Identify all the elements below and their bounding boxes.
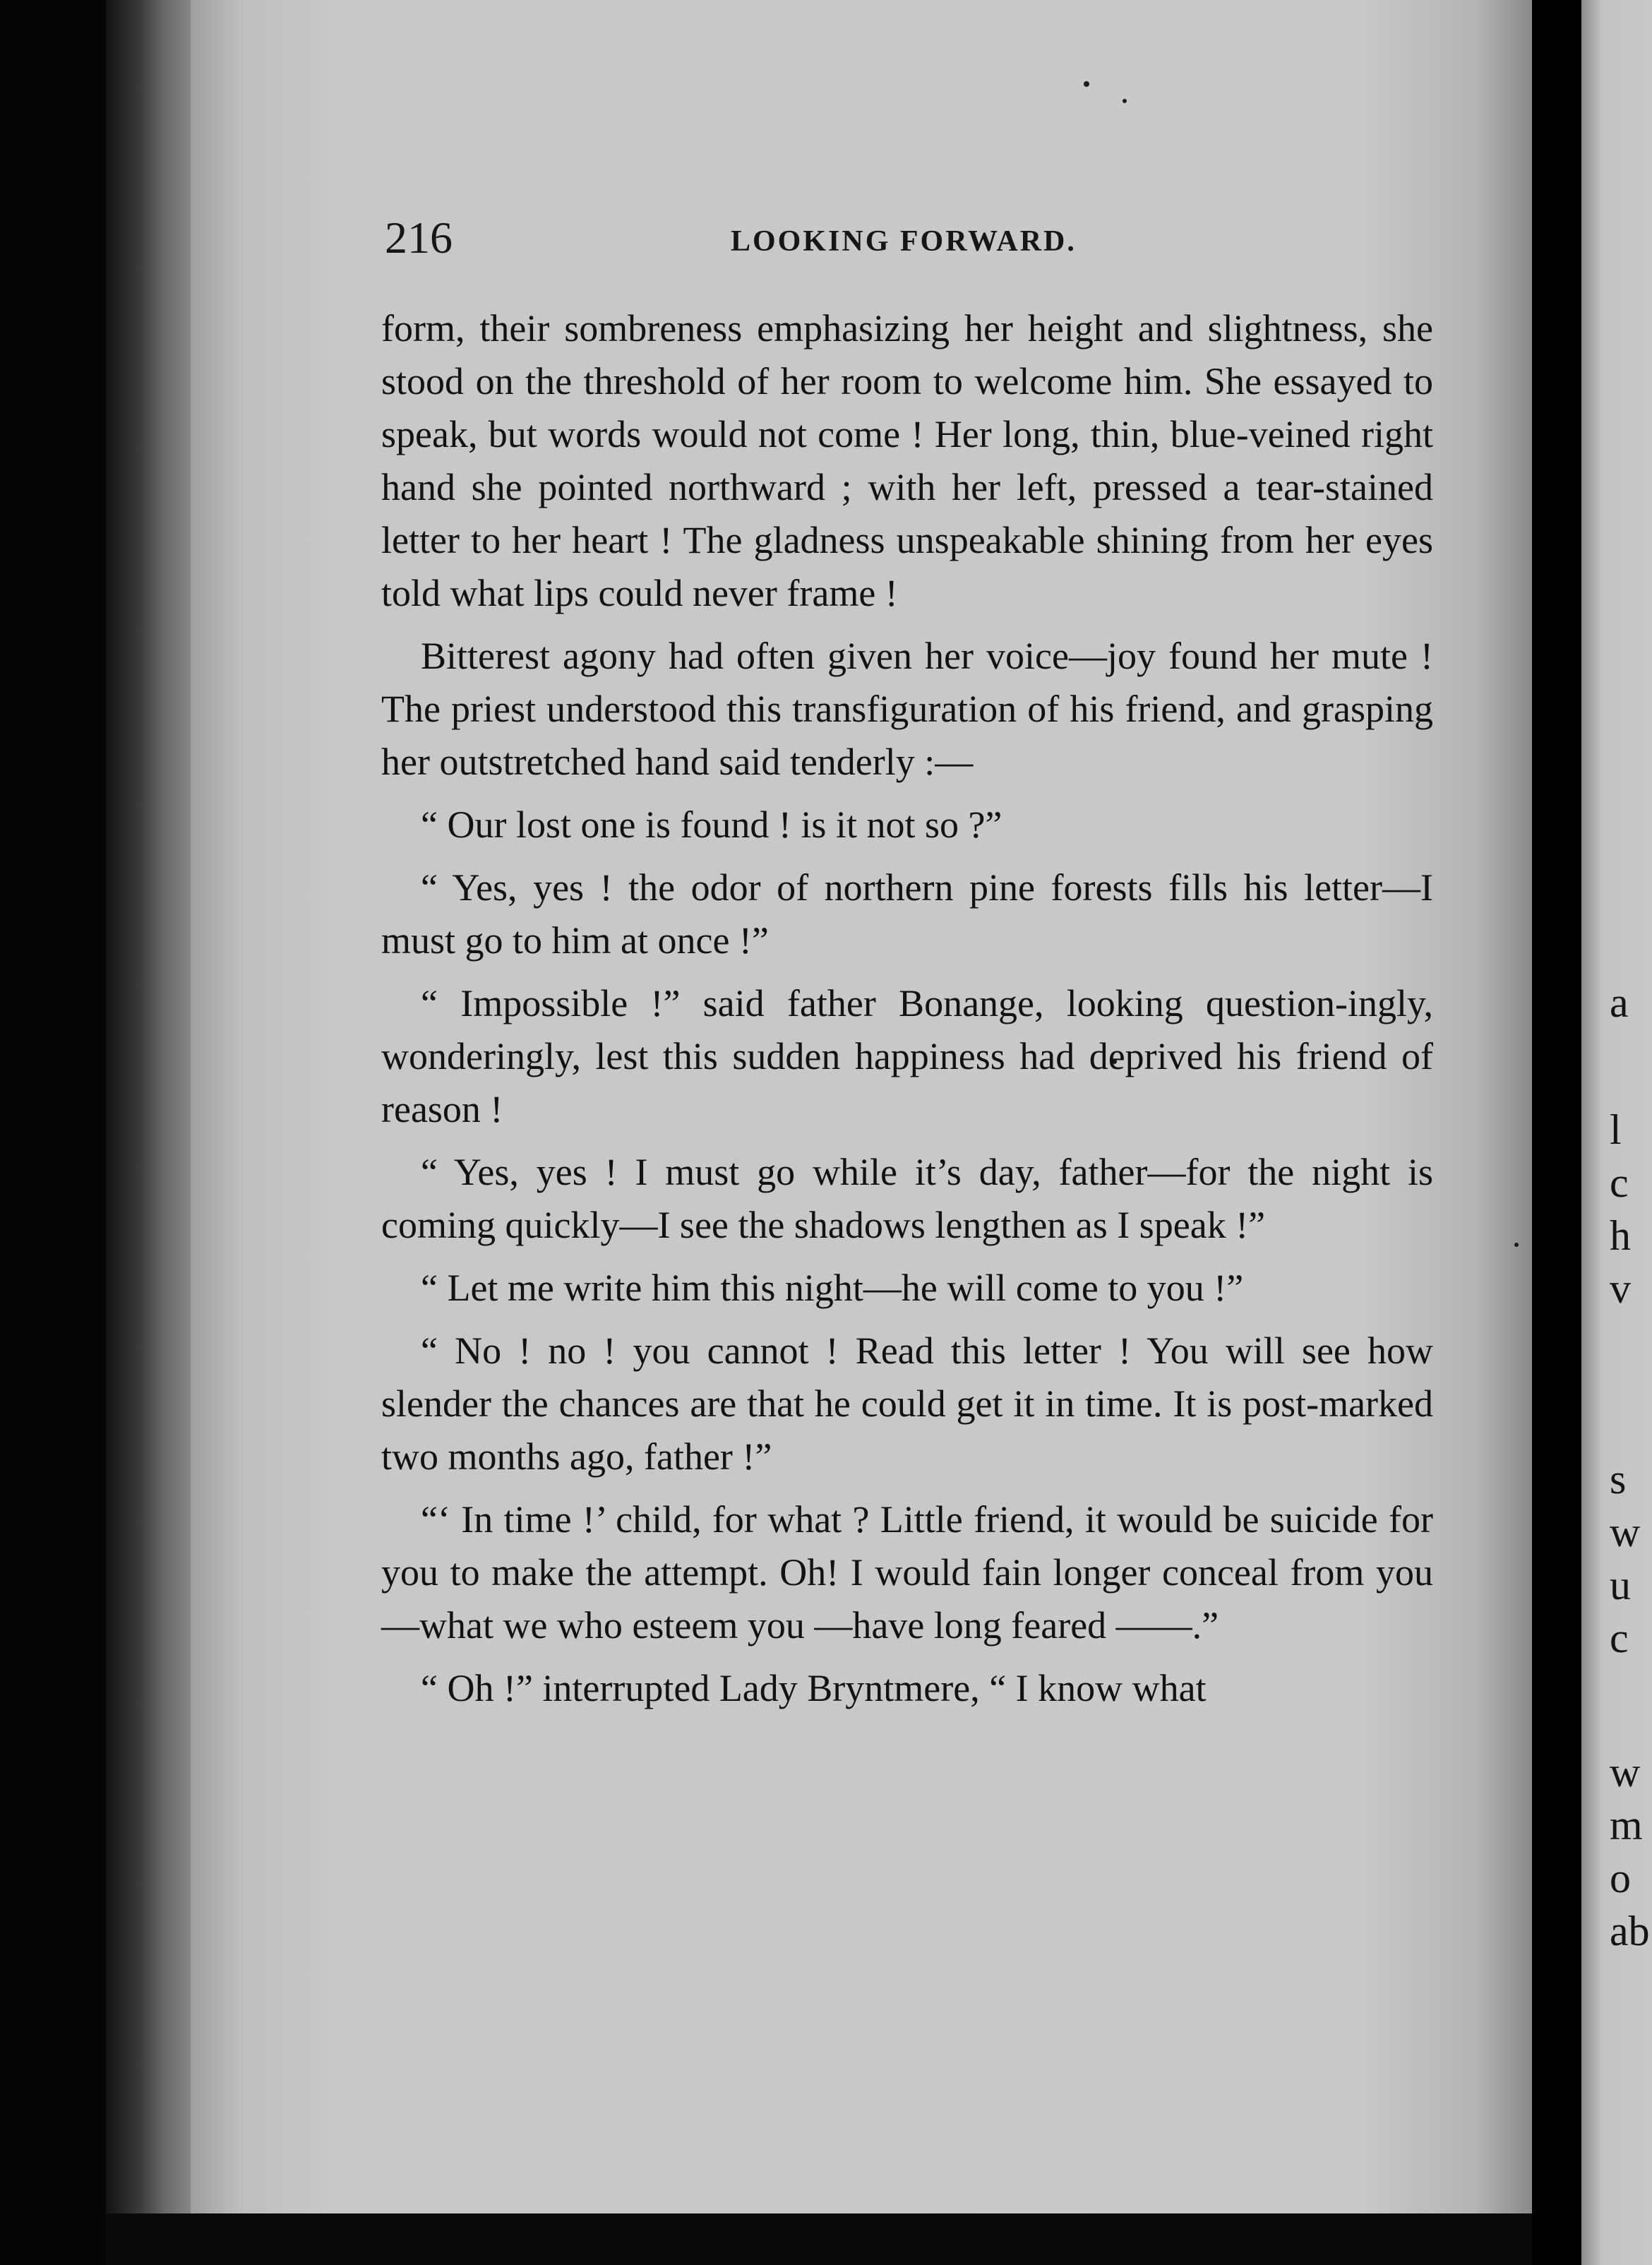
- facing-page-fragment: c: [1610, 1615, 1629, 1661]
- facing-page-edge: [1581, 0, 1652, 2265]
- facing-page-fragment: w: [1610, 1749, 1641, 1795]
- paragraph: “ No ! no ! you cannot ! Read this letter ! You will see how slender the chances are that he could get it in time. It is post-marked two months ago, father !”: [381, 1329, 1433, 1478]
- paper-speck: [1084, 81, 1089, 87]
- facing-page-fragment: o: [1610, 1855, 1631, 1901]
- facing-page-fragment: s: [1610, 1456, 1627, 1502]
- book-gutter: [1532, 0, 1581, 2265]
- page-header: [385, 212, 1451, 268]
- paragraph: “ Our lost one is found ! is it not so ?”: [421, 803, 1002, 846]
- scan-bottom-edge: [106, 2213, 1532, 2265]
- facing-page-fragment: h: [1610, 1212, 1631, 1259]
- book-page-edge: [106, 0, 191, 2265]
- paragraph: form, their sombreness emphasizing her height and slightness, she stood on the threshold of her room to welcome him. She essayed to speak, but words would not come ! Her long, thin, blue-veined right hand she pointed northward ; with her left, pressed a tear-stained letter to her heart ! The gladness unspeakable shining from her eyes told what lips could never frame !: [381, 307, 1433, 614]
- paragraph: Bitterest agony had often given her voice—joy found her mute ! The priest understood this transfiguration of his friend, and grasping her outstretched hand said tenderly :—: [381, 635, 1433, 783]
- body-text: [381, 302, 1433, 1715]
- paragraph: “ Let me write him this night—he will come to you !”: [421, 1267, 1244, 1309]
- paper-speck: [1123, 99, 1127, 103]
- paragraph: “‘ In time !’ child, for what ? Little friend, it would be suicide for you to make the attempt. Oh! I would fain longer conceal from you—what we who esteem you —have long feared ——.”: [381, 1498, 1433, 1647]
- facing-page-fragment: v: [1610, 1265, 1631, 1312]
- paragraph: “ Oh !” interrupted Lady Bryntmere, “ I know what: [421, 1667, 1207, 1709]
- scan-left-margin: [0, 0, 106, 2265]
- facing-page-fragment: c: [1610, 1159, 1629, 1206]
- running-head: LOOKING FORWARD.: [731, 225, 1077, 258]
- facing-page-fragment: u: [1610, 1562, 1631, 1608]
- paper-speck: [1514, 1243, 1519, 1247]
- facing-page-fragment: a: [1610, 979, 1629, 1026]
- facing-page-fragment: l: [1610, 1106, 1622, 1153]
- paragraph: “ Yes, yes ! I must go while it’s day, father—for the night is coming quickly—I see the shadows lengthen as I speak !”: [381, 1151, 1433, 1246]
- facing-page-fragment: m: [1610, 1802, 1643, 1848]
- paragraph: “ Impossible !” said father Bonange, looking question-ingly, wonderingly, lest this sudden happiness had deprived his friend of reason !: [381, 982, 1433, 1130]
- facing-page-fragment: ab: [1610, 1908, 1650, 1954]
- page-number: 216: [385, 213, 453, 263]
- paragraph: “ Yes, yes ! the odor of northern pine forests fills his letter—I must go to him at once !”: [381, 866, 1433, 962]
- facing-page-fragment: w: [1610, 1509, 1641, 1555]
